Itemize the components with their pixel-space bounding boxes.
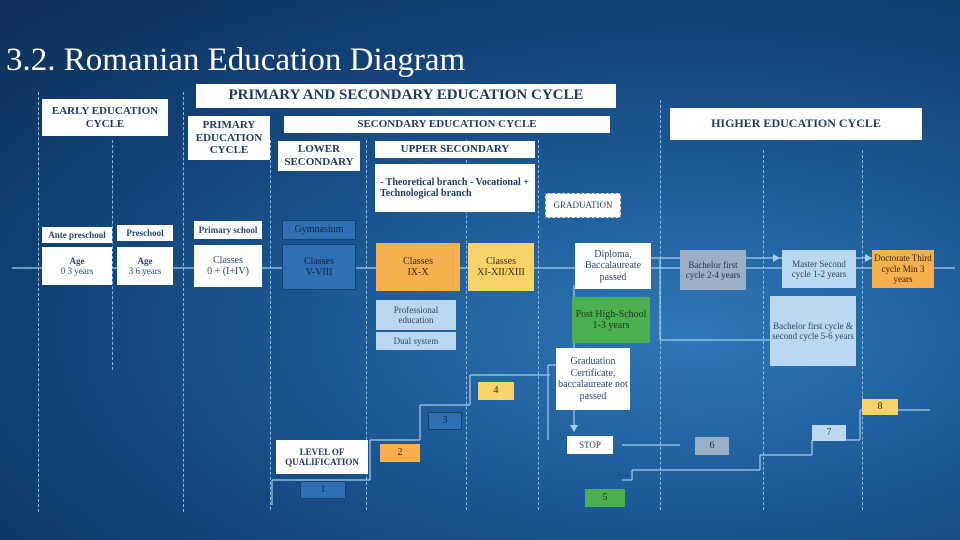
master-box: [782, 250, 856, 288]
branches-label: - Theoretical branch - Vocational + Technological branch: [380, 176, 529, 199]
diploma-box: [575, 243, 651, 289]
level-number: 8: [877, 401, 883, 413]
level-number: 4: [493, 385, 499, 397]
header-label: PRIMARY EDUCATION CYCLE: [195, 119, 263, 157]
primary-secondary-cycle-header: [196, 84, 616, 108]
box-label: Post High-School 1-3 years: [575, 308, 647, 331]
age-label: Age: [69, 255, 85, 266]
gymnasium-label: [282, 220, 356, 240]
age-label: Age: [137, 255, 153, 266]
qualification-level-7: [812, 425, 846, 441]
classes-range: V-VIII: [305, 267, 333, 278]
qualification-level-2: [380, 444, 420, 462]
higher-education-cycle-header: [670, 108, 922, 140]
classes-xi-xii-box: [468, 243, 534, 291]
secondary-education-cycle-header: [284, 116, 610, 133]
qualification-level-8: [862, 399, 898, 415]
level-number: 3: [442, 415, 448, 427]
primary-classes-box: [194, 245, 262, 287]
classes-range: XI-XII/XIII: [477, 267, 525, 278]
box-label: Doctorate Third cycle Min 3 years: [874, 253, 932, 285]
branches-box: [375, 164, 535, 212]
level-number: 1: [320, 484, 326, 496]
doctorate-box: [872, 250, 934, 288]
bachelor-box: [680, 250, 746, 290]
level-number: 6: [709, 440, 715, 452]
gymnasium-classes-box: [282, 244, 356, 290]
qualification-level-4: [478, 382, 514, 400]
box-label: Bachelor first cycle 2-4 years: [685, 259, 741, 280]
header-label: SECONDARY EDUCATION CYCLE: [357, 118, 537, 131]
lower-secondary-header: [278, 141, 360, 171]
level-number: 5: [602, 492, 608, 504]
header-label: PRIMARY AND SECONDARY EDUCATION CYCLE: [228, 87, 584, 104]
age-range: 0 3 years: [60, 266, 94, 276]
classes-label: Classes: [403, 255, 433, 267]
integrated-bachelor-box: [770, 296, 856, 366]
ante-preschool-label: [42, 227, 112, 243]
preschool-age-box: [117, 247, 173, 285]
box-label: Professional education: [393, 304, 439, 325]
box-label: Diploma, Baccalaureate passed: [584, 248, 642, 283]
header-label: EARLY EDUCATION CYCLE: [51, 104, 159, 130]
qualification-level-3: [428, 412, 462, 430]
level-number: 2: [397, 447, 403, 459]
box-label: Graduation Certificate, baccalaureate not passed: [558, 356, 628, 402]
primary-education-cycle-header: [188, 116, 270, 160]
classes-label: Classes: [304, 255, 334, 267]
qualification-level-5: [585, 489, 625, 507]
early-education-cycle-header: [42, 99, 168, 136]
header-label: UPPER SECONDARY: [400, 143, 510, 156]
box-label: Master Second cycle 1-2 years: [791, 258, 847, 279]
graduation-label: GRADUATION: [553, 200, 613, 211]
classes-label: Classes: [486, 255, 516, 267]
qualification-level-6: [695, 437, 729, 455]
level-of-qualification-label: [276, 440, 368, 474]
box-label: Primary school: [198, 224, 258, 235]
graduation-certificate-box: [556, 348, 630, 410]
box-label: Dual system: [393, 335, 439, 346]
preschool-label: [117, 225, 173, 241]
classes-range: IX-X: [407, 267, 429, 278]
page-title: 3.2. Romanian Education Diagram: [6, 42, 466, 78]
primary-school-label: [194, 221, 262, 239]
age-range: 3 6 years: [128, 266, 162, 276]
classes-ix-x-box: [376, 243, 460, 291]
post-high-school-box: [572, 297, 650, 343]
classes-label: Classes: [213, 254, 243, 266]
dual-system-box: [376, 332, 456, 350]
classes-range: 0 + (I+IV): [207, 266, 249, 277]
box-label: Gymnasium: [294, 224, 344, 236]
header-label: LOWER SECONDARY: [284, 143, 354, 168]
stop-box: [567, 436, 613, 454]
ante-preschool-age-box: [42, 247, 112, 285]
upper-secondary-header: [375, 141, 535, 158]
level-number: 7: [826, 427, 832, 439]
box-label: LEVEL OF QUALIFICATION: [285, 446, 359, 467]
professional-education-box: [376, 300, 456, 330]
box-label: STOP: [579, 439, 601, 450]
box-label: Ante preschool: [48, 229, 106, 240]
qualification-level-1: [300, 481, 346, 499]
box-label: Preschool: [126, 227, 164, 238]
header-label: HIGHER EDUCATION CYCLE: [711, 116, 881, 131]
graduation-box: [545, 193, 621, 218]
box-label: Bachelor first cycle & second cycle 5-6 years: [772, 320, 854, 341]
